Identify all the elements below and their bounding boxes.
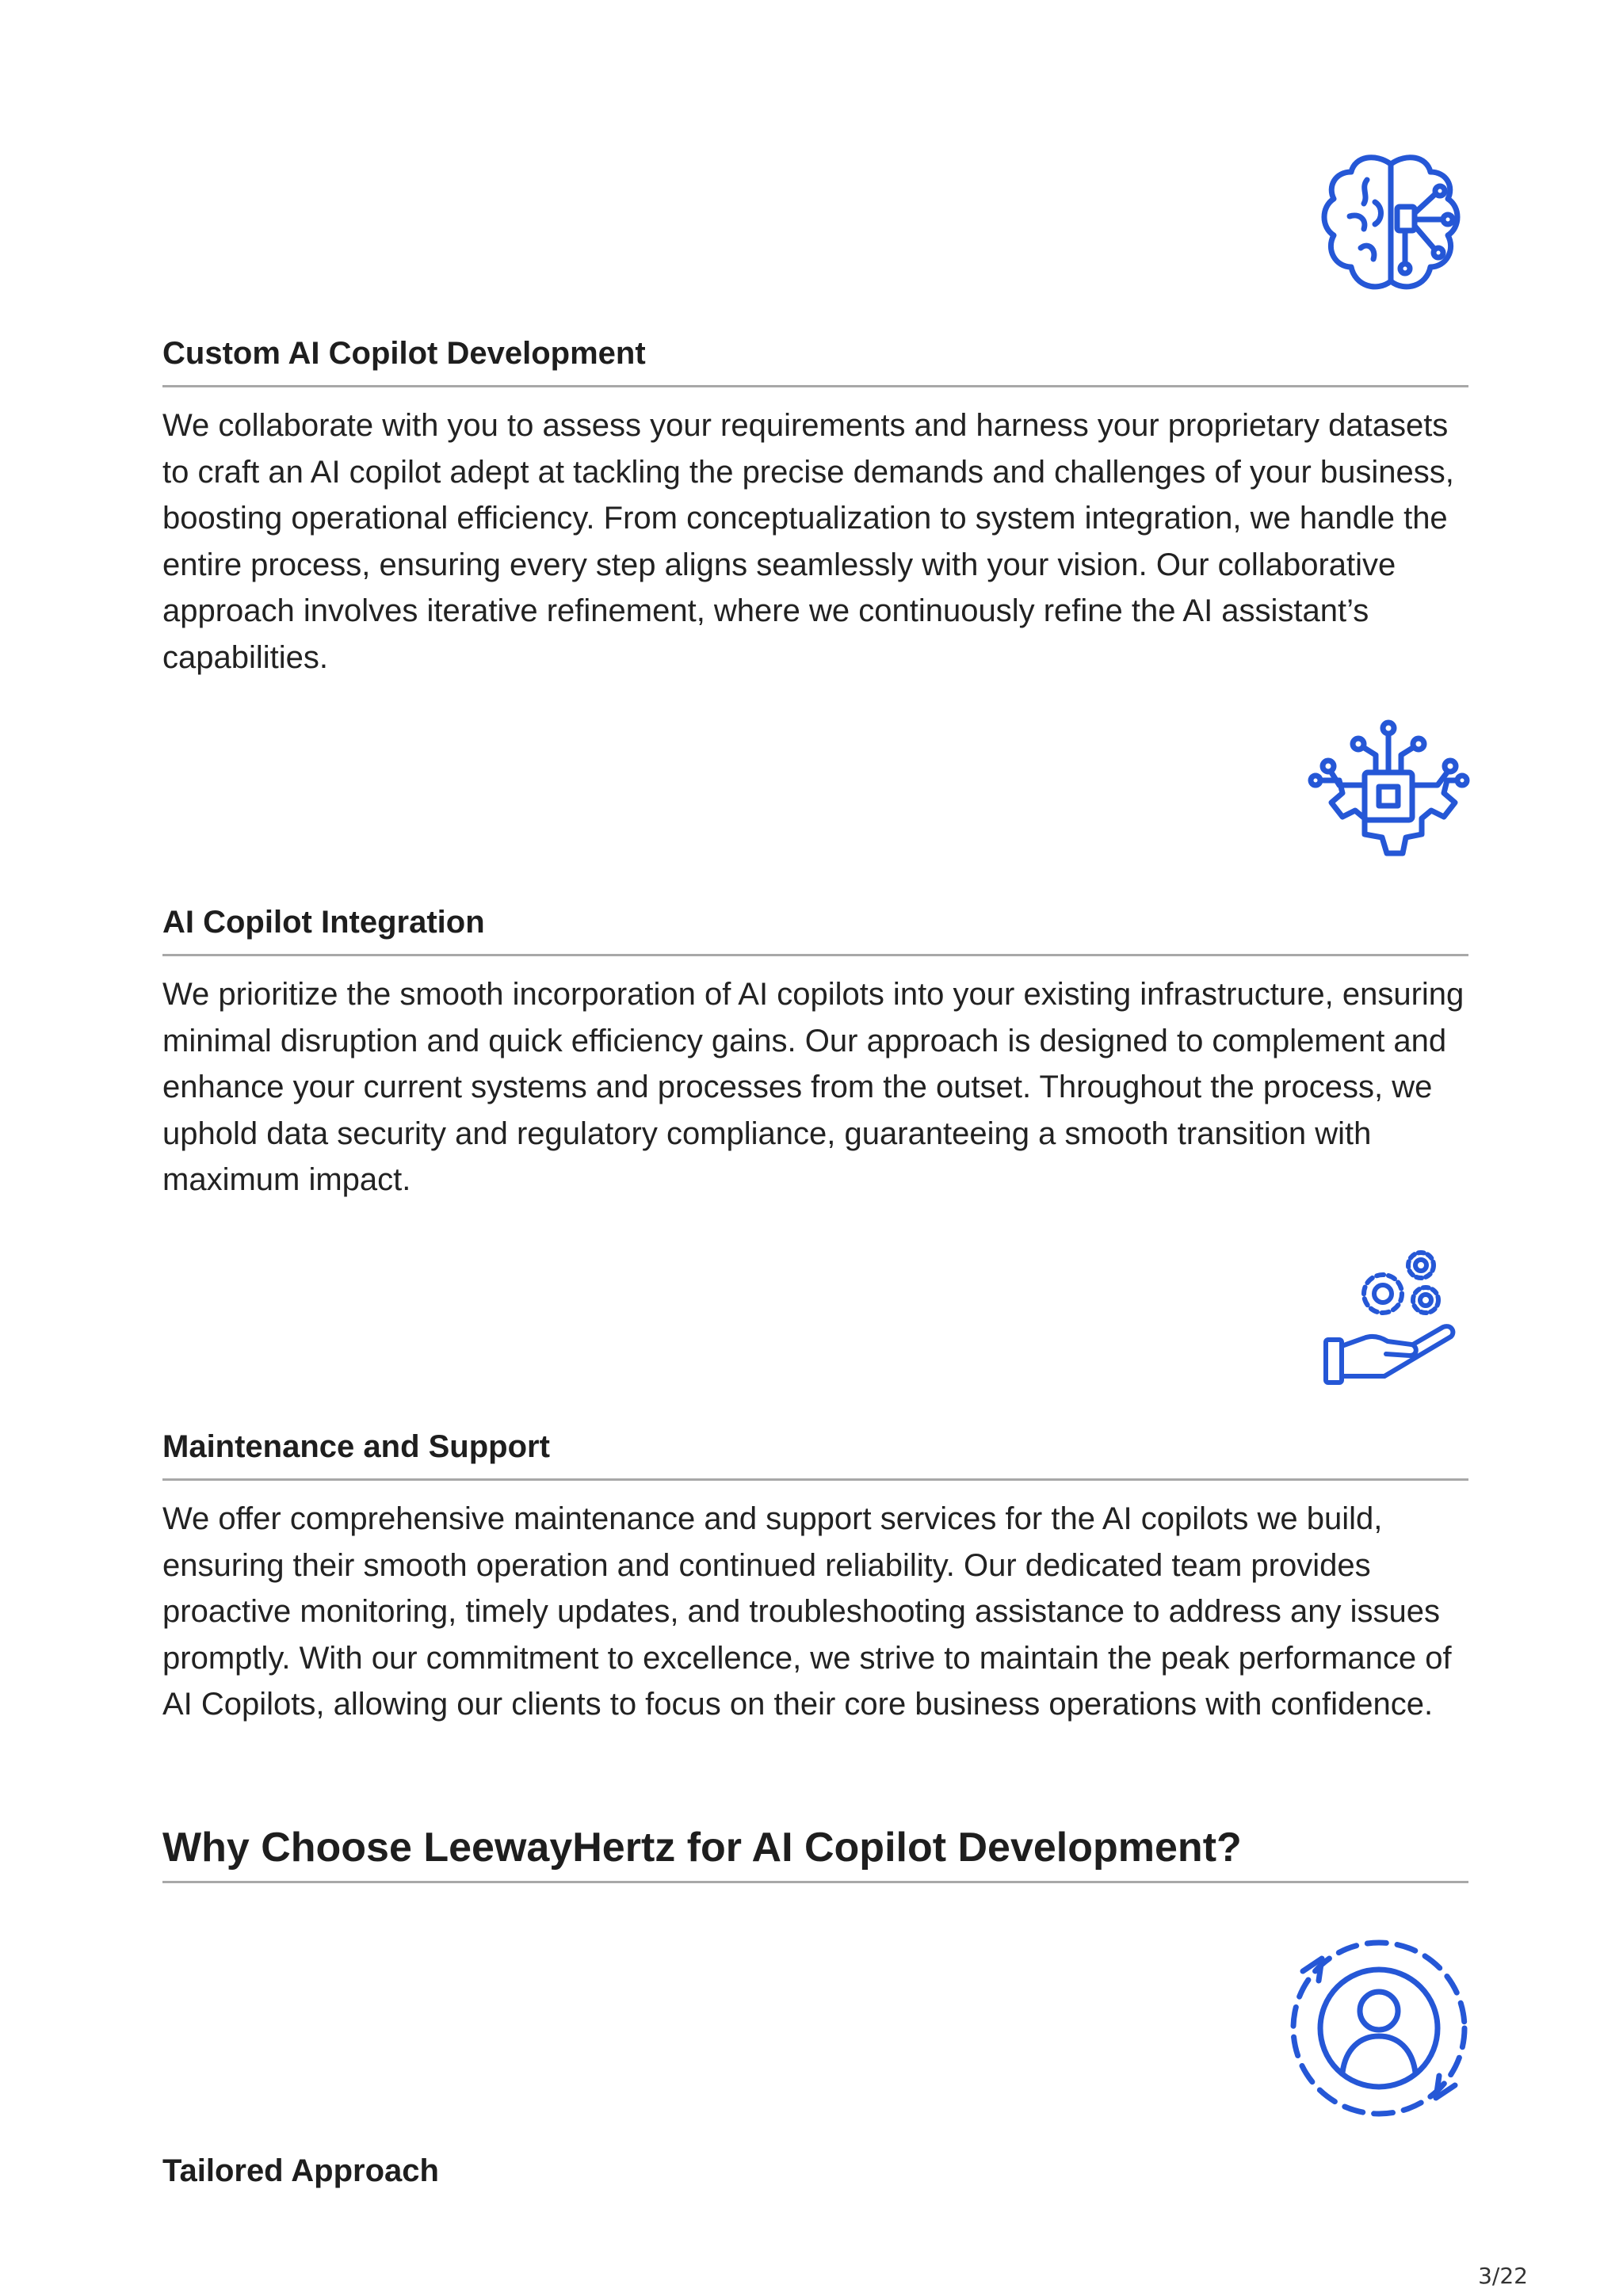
section-body: We collaborate with you to assess your requirements and harness your proprietary datasets to craft an AI copilot adept at tackling the precise demands and challenges of your business, boosting operational efficiency. From conceptualization to system integration, we handle the entire process, ensuring every step aligns seamlessly with your vision. Our collaborative approach involves iterative refinement, where we continuously refine the AI assistant’s capabilities.: [162, 408, 1454, 675]
section-title: Maintenance and Support: [162, 1429, 550, 1464]
page-number: 3/22: [1478, 2263, 1528, 2289]
hand-gears-support-icon: [1319, 1248, 1462, 1390]
section-body: We prioritize the smooth incorporation of AI copilots into your existing infrastructure, ensuring minimal disruption and quick efficiency gains. Our approach is designed to complement and enhance your current systems and processes from the outset. Throughout the process, we uphold data security and regulatory compliance, guaranteeing a smooth transition with maximum impact.: [162, 977, 1465, 1198]
why-choose-heading: Why Choose LeewayHertz for AI Copilot Development?: [162, 1825, 1242, 1871]
ai-brain-icon: [1312, 147, 1470, 305]
section-body: We offer comprehensive maintenance and support services for the AI copilots we build, ensuring their smooth operation and continued reliability. Our dedicated team provides proactive monitoring, timely updates, and troubleshooting assistance to address any issues promptly. With our commitment to excellence, we strive to maintain the peak performance of AI Copilots, allowing our clients to focus on their core business operations with confidence.: [162, 1501, 1452, 1722]
divider: [162, 1478, 1468, 1481]
divider: [162, 1881, 1468, 1883]
user-cycle-icon: [1284, 1933, 1474, 2123]
section-title: Tailored Approach: [162, 2153, 439, 2188]
section-title: Custom AI Copilot Development: [162, 336, 646, 371]
divider: [162, 385, 1468, 387]
divider: [162, 954, 1468, 956]
section-title: AI Copilot Integration: [162, 905, 485, 940]
chip-gear-integration-icon: [1308, 717, 1470, 868]
